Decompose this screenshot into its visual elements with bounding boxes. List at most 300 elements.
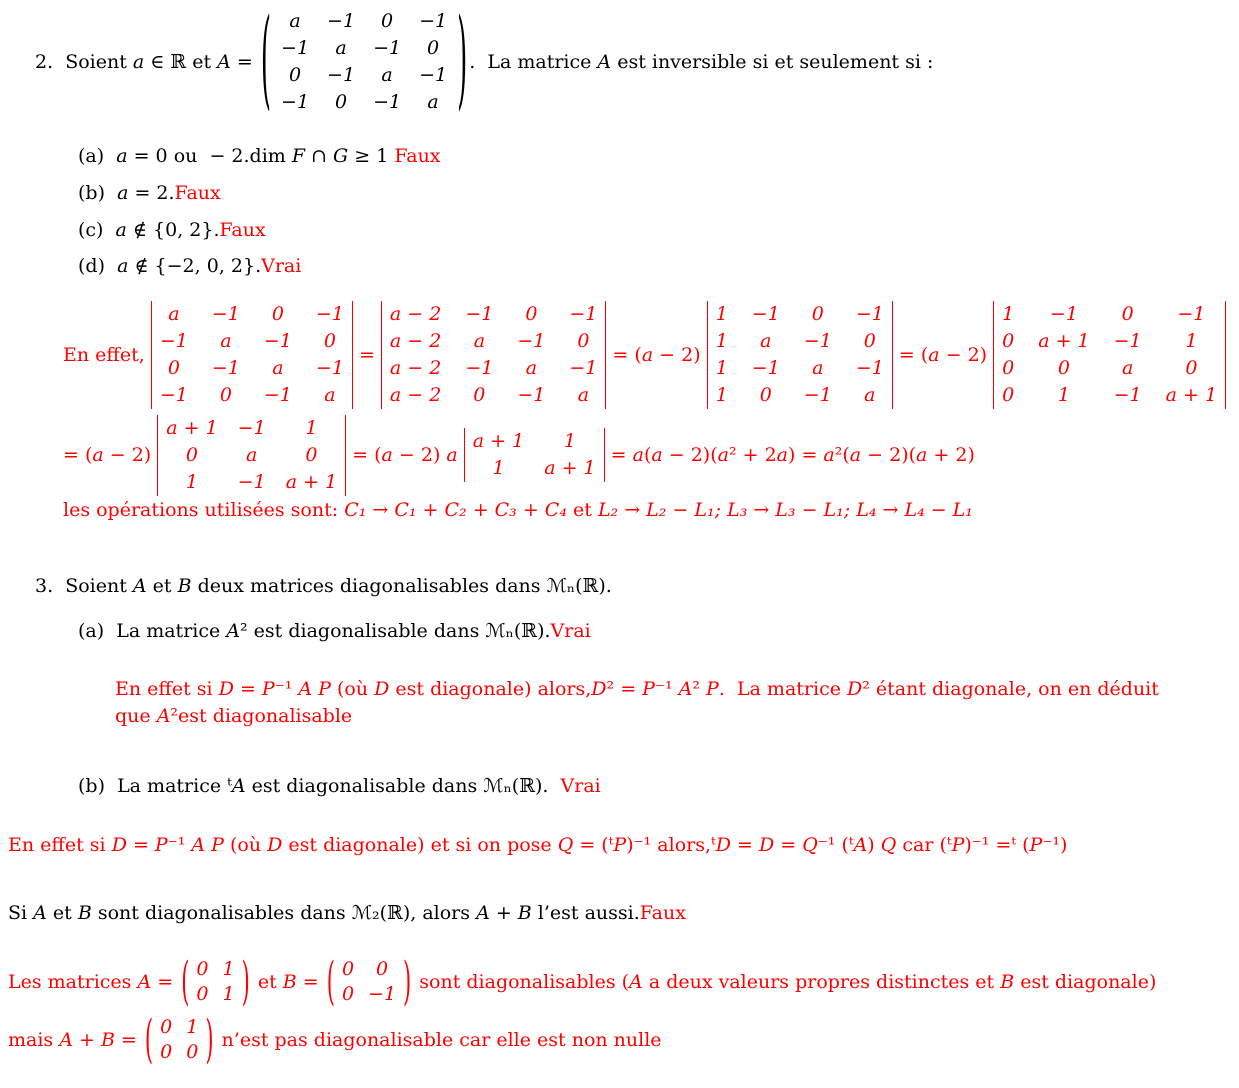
text-run: deux matrices diagonalisables dans ℳₙ(ℝ). — [191, 575, 612, 597]
matrix-cell: 0 — [305, 443, 318, 466]
matrix-cell: −1 — [327, 64, 356, 86]
text-run: (b) — [78, 182, 118, 204]
text-run: mais — [8, 1029, 60, 1051]
matrix-cell: 1 — [185, 470, 198, 493]
text-run: a — [849, 444, 862, 466]
text-run: = 2. — [128, 182, 175, 204]
matrix-B-2x2-grid — [337, 957, 401, 1007]
matrix-cell: 1 — [305, 416, 318, 439]
text-run: = — [604, 444, 633, 466]
matrix-cell: 1 — [222, 983, 235, 1005]
matrix-A-2x2-grid — [191, 957, 239, 1007]
text-run: A — [156, 705, 171, 727]
matrix-cell: −1 — [517, 384, 546, 406]
matrix-cell: a — [760, 330, 772, 352]
operations-text — [63, 499, 973, 521]
matrix-A-plus-B — [143, 1009, 216, 1069]
text-run: a — [132, 51, 145, 73]
choice-a-text — [78, 145, 441, 167]
text-run: Faux — [394, 145, 441, 167]
matrix-cell: 1 — [1057, 384, 1070, 406]
text-run: P — [642, 678, 655, 700]
text-run: a — [916, 444, 928, 466]
text-run: (a) La matrice — [78, 620, 227, 642]
question-3-intro — [35, 575, 612, 597]
matrix-cell: 0 — [271, 303, 284, 325]
matrix-cell: 0 — [219, 384, 232, 406]
text-run: ² — [692, 678, 707, 700]
matrix-cell: 0 — [375, 958, 389, 980]
matrix-cell: 0 — [577, 330, 590, 352]
matrix-cell: 0 — [759, 384, 772, 406]
text-run: A — [33, 902, 47, 924]
matrix-cell: −1 — [419, 10, 448, 32]
text-run: − 2) — [103, 444, 158, 466]
text-run: D — [218, 678, 234, 700]
text-run: a — [117, 182, 129, 204]
matrix-cell: −1 — [803, 384, 832, 406]
text-run: et — [566, 499, 598, 521]
determinant-6 — [464, 428, 605, 482]
text-run: C₁ → C₁ + C₂ + C₃ + C₄ — [344, 499, 567, 521]
matrix-cell: 0 — [196, 983, 209, 1005]
q3-item-a-explanation-line2 — [115, 703, 352, 729]
text-run: = — [730, 834, 759, 856]
text-run: ² + 2 — [728, 444, 777, 466]
q3-item-a — [78, 618, 591, 644]
text-run: 2. Soient — [35, 51, 133, 73]
text-run: − 2)( — [662, 444, 718, 466]
proof-line-2 — [63, 416, 975, 494]
text-run: A — [678, 678, 693, 700]
text-run: ( — [643, 444, 652, 466]
text-run: A — [231, 775, 246, 797]
matrix-cell: 0 — [341, 983, 355, 1005]
matrix-cell: −1 — [751, 303, 780, 325]
question-3-header — [35, 573, 612, 599]
text-run: = — [352, 344, 381, 366]
sum-statement — [8, 900, 686, 926]
text-run: . La matrice — [718, 678, 847, 700]
matrix-cell: 0 — [525, 303, 538, 325]
text-run: ² = — [606, 678, 643, 700]
matrix-cell: −1 — [159, 384, 188, 406]
matrix-cell: 0 — [323, 330, 336, 352]
q3-item-a-expl1-text — [115, 678, 1159, 700]
counterexample-mid — [252, 971, 325, 993]
factor-1 — [606, 344, 706, 366]
matrix-cell: 1 — [1002, 303, 1015, 325]
text-run: et — [46, 902, 78, 924]
matrix-cell: −1 — [1113, 384, 1142, 406]
matrix-cell: −1 — [569, 357, 598, 379]
text-run: a — [717, 444, 729, 466]
proof-line2-lead — [63, 444, 157, 466]
text-run: n’est pas diagonalisable car elle est non nulle — [215, 1029, 662, 1051]
matrix-cell: 0 — [1002, 357, 1015, 379]
counterexample-line2 — [8, 1009, 662, 1071]
text-run: a — [381, 444, 393, 466]
text-run: a — [641, 344, 654, 366]
text-run: B — [282, 971, 297, 993]
text-run: Q — [880, 834, 897, 856]
matrix-cell: −1 — [1113, 330, 1142, 352]
text-run: G — [333, 145, 349, 167]
q3-item-b-expl-text — [8, 834, 1067, 856]
matrix-cell: 1 — [1185, 330, 1198, 352]
text-run: a — [92, 444, 104, 466]
text-run: = — [151, 971, 180, 993]
text-run: − 2) — [939, 344, 994, 366]
matrix-cell: a + 1 — [472, 430, 525, 452]
text-run: = 0 ou − 2.dim — [127, 145, 292, 167]
text-run: a — [823, 444, 835, 466]
text-run: D — [847, 678, 863, 700]
determinant-5 — [157, 415, 346, 496]
text-run: + — [489, 902, 518, 924]
choice-c-text — [78, 219, 266, 241]
text-run: ᵗ — [711, 834, 716, 856]
counterexample-line1 — [8, 951, 1156, 1013]
matrix-cell: a — [381, 64, 393, 86]
text-run: Faux — [219, 219, 266, 241]
sum-statement-text — [8, 902, 686, 924]
matrix-cell: a — [324, 384, 336, 406]
text-run: a — [446, 444, 458, 466]
text-run: ∈ ℝ et — [144, 51, 218, 73]
q3-item-b-explanation — [8, 831, 1067, 859]
matrix-cell: 1 — [222, 958, 235, 980]
matrix-cell: a — [864, 384, 876, 406]
text-run: )⁻¹ =ᵗ ( — [964, 834, 1030, 856]
text-run: = — [774, 834, 803, 856]
choice-a — [78, 143, 441, 169]
text-run: ᵗ — [227, 775, 232, 797]
text-run: est diagonalisable dans ℳₙ(ℝ). — [245, 775, 561, 797]
text-run: ⁻¹) — [1042, 834, 1068, 856]
text-run: sont diagonalisables ( — [413, 971, 630, 993]
text-run: A — [476, 902, 490, 924]
matrix-A-grid — [273, 8, 455, 116]
text-run: B — [77, 902, 92, 924]
matrix-cell: a — [272, 357, 284, 379]
matrix-cell: a — [220, 330, 232, 352]
text-run: a — [928, 344, 940, 366]
matrix-cell: 0 — [473, 384, 486, 406]
paren-close: ) — [205, 1009, 214, 1069]
text-run: = — [296, 971, 325, 993]
matrix-cell: −1 — [569, 303, 598, 325]
mais-lead — [8, 1029, 143, 1051]
matrix-cell: a — [473, 330, 486, 352]
proof-line-1 — [63, 300, 1226, 410]
matrix-cell: −1 — [315, 303, 344, 325]
text-run: A — [217, 51, 231, 73]
matrix-cell: 1 — [715, 384, 728, 406]
factor-3 — [346, 444, 464, 466]
text-run: A — [226, 620, 241, 642]
matrix-cell: 0 — [1185, 357, 1198, 379]
text-run: est diagonalisable — [178, 705, 353, 727]
matrix-cell: −1 — [211, 303, 240, 325]
text-run: A — [597, 51, 612, 73]
q3-item-a-expl2-text — [115, 705, 352, 727]
text-run: A — [137, 971, 152, 993]
text-run: ² — [240, 620, 248, 642]
q3-item-b — [78, 773, 601, 799]
paren-open: ( — [144, 1009, 154, 1069]
paren-open: ( — [181, 951, 190, 1011]
text-run: = ( — [63, 444, 93, 466]
matrix-cell: −1 — [237, 416, 266, 439]
text-run: ⁻¹ — [654, 678, 679, 700]
matrix-cell: a — [168, 303, 180, 325]
text-run: P — [613, 834, 627, 856]
text-run: et — [251, 971, 283, 993]
paren-close: ) — [241, 951, 250, 1011]
matrix-cell: a + 1 — [285, 470, 338, 493]
text-run: Vrai — [261, 255, 302, 277]
text-run: )⁻¹ alors, — [626, 834, 712, 856]
matrix-B-2x2 — [325, 951, 414, 1011]
matrix-cell: a — [525, 357, 538, 379]
text-run: est diagonale) et si on pose — [282, 834, 558, 856]
matrix-cell: 0 — [1121, 303, 1134, 325]
text-run: a — [115, 219, 127, 241]
text-run: D — [591, 678, 607, 700]
text-run: D — [111, 834, 127, 856]
determinant-4 — [993, 301, 1226, 409]
question-2-header — [35, 0, 934, 125]
matrix-cell: 1 — [492, 457, 505, 479]
matrix-cell: a − 2 — [389, 303, 442, 325]
text-run: Faux — [174, 182, 221, 204]
factor-2 — [893, 344, 993, 366]
matrix-cell: 1 — [715, 303, 728, 325]
matrix-cell: −1 — [517, 330, 546, 352]
text-run: = ( — [606, 344, 642, 366]
text-run: les opérations utilisées sont: — [63, 499, 345, 521]
matrix-cell: a — [246, 443, 258, 466]
q3-item-b-text — [78, 775, 601, 797]
paren-close: ) — [403, 951, 412, 1011]
determinant-1 — [151, 301, 353, 409]
matrix-cell: a — [577, 384, 590, 406]
matrix-cell: −1 — [465, 357, 494, 379]
text-run: l’est aussi. — [531, 902, 640, 924]
matrix-cell: −1 — [855, 303, 884, 325]
matrix-A-plus-B-grid — [155, 1015, 203, 1065]
text-run: = ( — [892, 344, 929, 366]
text-run: car (ᵗ — [896, 834, 952, 856]
text-run: (où — [223, 834, 268, 856]
text-run: A — [853, 834, 868, 856]
text-run: − 2) — [392, 444, 447, 466]
text-run: = (ᵗ — [573, 834, 614, 856]
text-run: − 2) — [653, 344, 707, 366]
text-run: Q — [557, 834, 574, 856]
text-run: (d) — [78, 255, 118, 277]
text-run: 3. Soient — [35, 575, 133, 597]
matrix-cell: a + 1 — [544, 457, 596, 479]
matrix-cell: a − 2 — [389, 330, 442, 352]
text-run: B — [1000, 971, 1015, 993]
text-run: ) = — [788, 444, 824, 466]
text-run: a — [632, 444, 644, 466]
matrix-cell: −1 — [855, 357, 884, 379]
matrix-cell: 0 — [196, 958, 209, 980]
paren-open: ( — [260, 0, 272, 125]
text-run: = ( — [346, 444, 382, 466]
matrix-cell: −1 — [315, 357, 344, 379]
matrix-cell: −1 — [159, 330, 188, 352]
text-run: a — [651, 444, 663, 466]
paren-open: ( — [326, 951, 335, 1011]
text-run: A — [629, 971, 643, 993]
text-run: A P — [191, 834, 224, 856]
text-run: P — [706, 678, 719, 700]
choice-b — [78, 180, 221, 206]
matrix-cell: a + 1 — [1165, 384, 1218, 406]
matrix-cell: a + 1 — [1038, 330, 1090, 352]
matrix-cell: −1 — [211, 357, 240, 379]
matrix-cell: 0 — [335, 91, 348, 113]
text-run: = — [233, 678, 262, 700]
text-run: L₂ → L₂ − L₁; L₃ → L₃ − L₁; L₄ → L₄ − L₁ — [597, 499, 973, 521]
text-run: P — [951, 834, 965, 856]
text-run: B — [517, 902, 532, 924]
text-run: a — [117, 255, 129, 277]
text-run: En effet si — [8, 834, 112, 856]
text-run: ⁻¹ — [274, 678, 299, 700]
text-run: D — [715, 834, 731, 856]
text-run: ) — [867, 834, 881, 856]
text-run: ²( — [834, 444, 850, 466]
text-run: ² — [170, 705, 179, 727]
matrix-cell: 0 — [167, 357, 180, 379]
matrix-cell: −1 — [281, 91, 310, 113]
text-run: est diagonale) alors, — [389, 678, 592, 700]
equals-1 — [353, 344, 381, 366]
counterexample-tail — [413, 971, 1156, 993]
text-run: Vrai — [550, 620, 591, 642]
text-run: Faux — [639, 902, 686, 924]
determinant-3 — [707, 301, 893, 409]
matrix-cell: −1 — [1049, 303, 1078, 325]
text-run: a — [116, 145, 128, 167]
choice-d — [78, 253, 301, 279]
text-run: B — [100, 1029, 115, 1051]
text-run: est inversible si et seulement si : — [611, 51, 934, 73]
matrix-cell: −1 — [327, 10, 356, 32]
text-run: Vrai — [560, 775, 601, 797]
matrix-cell: 0 — [160, 1041, 173, 1063]
matrix-cell: −1 — [751, 357, 780, 379]
matrix-cell: 1 — [715, 357, 728, 379]
matrix-cell: 0 — [1002, 384, 1015, 406]
choice-b-text — [78, 182, 221, 204]
text-run: P — [1029, 834, 1043, 856]
mais-tail — [216, 1029, 662, 1051]
matrix-cell: 0 — [811, 303, 824, 325]
matrix-cell: a — [335, 37, 347, 59]
text-run: et — [146, 575, 178, 597]
proof-lead — [63, 344, 151, 366]
matrix-cell: −1 — [419, 64, 448, 86]
text-run: B — [177, 575, 192, 597]
text-run: ∉ {−2, 0, 2}. — [128, 255, 262, 277]
text-run: = — [126, 834, 155, 856]
matrix-cell: 0 — [341, 958, 355, 980]
matrix-cell: −1 — [263, 330, 292, 352]
text-run: F — [291, 145, 306, 167]
text-run: ⁻¹ (ᵗ — [817, 834, 854, 856]
text-run: Q — [802, 834, 818, 856]
matrix-cell: a − 2 — [389, 384, 442, 406]
matrix-cell: −1 — [1177, 303, 1206, 325]
matrix-cell: a — [427, 91, 439, 113]
matrix-A-2x2 — [179, 951, 252, 1011]
q3-item-a-text — [78, 620, 591, 642]
text-run: . La matrice — [469, 51, 598, 73]
question-2-statement — [469, 51, 933, 73]
matrix-cell: −1 — [368, 983, 397, 1005]
matrix-cell: a — [812, 357, 824, 379]
text-run: (a) — [78, 145, 117, 167]
matrix-A — [259, 0, 469, 125]
text-run: ² étant diagonale, on en déduit — [862, 678, 1159, 700]
text-run: P — [261, 678, 275, 700]
matrix-cell: a — [1121, 357, 1134, 379]
text-run: (où — [330, 678, 375, 700]
operations-note — [63, 497, 973, 523]
matrix-cell: 0 — [863, 330, 876, 352]
matrix-cell: −1 — [263, 384, 292, 406]
text-run: A — [132, 575, 147, 597]
text-run: (c) — [78, 219, 116, 241]
matrix-cell: 0 — [288, 64, 302, 86]
matrix-cell: 1 — [563, 430, 576, 452]
text-run: En effet si — [115, 678, 219, 700]
text-run: Les matrices — [8, 971, 138, 993]
text-run: Si — [8, 902, 34, 924]
matrix-cell: a + 1 — [166, 416, 218, 439]
matrix-cell: a — [289, 10, 301, 32]
matrix-cell: 0 — [381, 10, 394, 32]
matrix-cell: 0 — [427, 37, 440, 59]
text-run: − 2)( — [861, 444, 917, 466]
text-run: P — [154, 834, 168, 856]
text-run: sont diagonalisables dans ℳ₂(ℝ), alors — [91, 902, 477, 924]
text-run: + 2) — [927, 444, 975, 466]
question-2-intro — [35, 51, 259, 73]
q3-item-a-explanation-line1 — [115, 676, 1159, 702]
text-run: + — [72, 1029, 101, 1051]
text-run: ∉ {0, 2}. — [126, 219, 220, 241]
choice-c — [78, 217, 266, 243]
paren-close: ) — [457, 0, 468, 125]
text-run: a — [776, 444, 788, 466]
matrix-cell: 1 — [186, 1016, 199, 1038]
text-run: D — [374, 678, 390, 700]
final-result — [605, 444, 975, 466]
matrix-cell: −1 — [803, 330, 832, 352]
matrix-cell: 0 — [186, 1041, 199, 1063]
choice-d-text — [78, 255, 301, 277]
text-run: A — [59, 1029, 73, 1051]
matrix-cell: 0 — [1002, 330, 1015, 352]
matrix-cell: a − 2 — [389, 357, 442, 379]
